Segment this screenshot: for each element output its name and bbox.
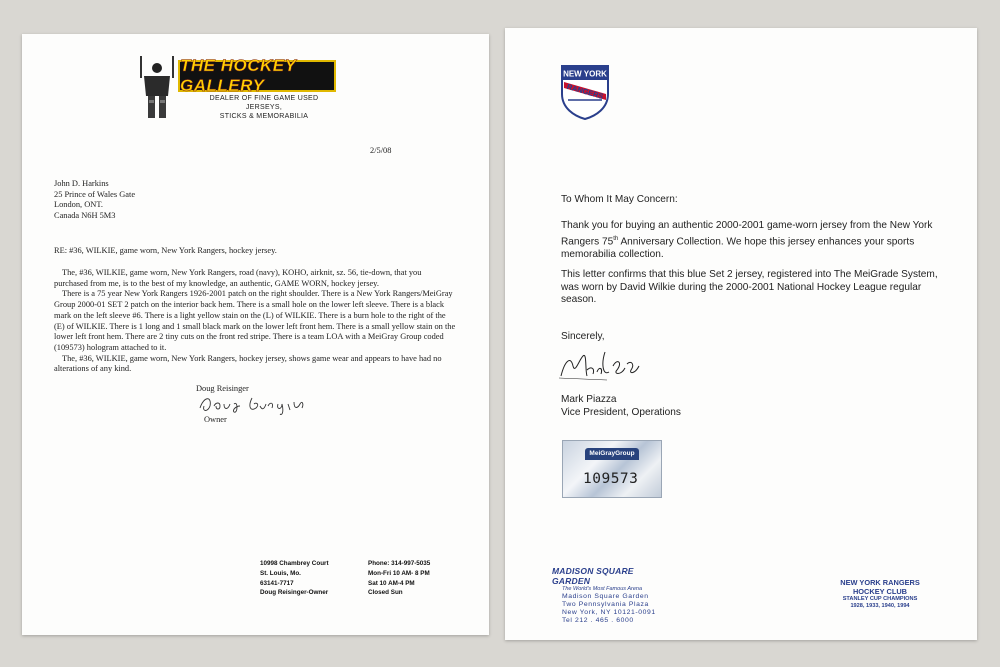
signer-title: Owner bbox=[204, 415, 227, 424]
signer-block bbox=[561, 394, 681, 419]
footer-address: 10998 Chambrey Court St. Louis, Mo. 63141-7717 Doug Reisinger-Owner bbox=[260, 560, 329, 597]
signer-title: Vice President, Operations bbox=[561, 406, 681, 418]
closing: Sincerely, bbox=[561, 331, 605, 342]
signer-name: Mark Piazza bbox=[561, 394, 617, 405]
letter-body bbox=[54, 268, 456, 375]
hockey-gallery-tagline: DEALER OF FINE GAME USED JERSEYS, STICKS & MEMORABILIA bbox=[209, 95, 319, 120]
body-paragraph: The, #36, WILKIE, game worn, New York Rangers, road (navy), KOHO, airknit, sz. 56, tie-down, that you purchased from me, is to the best of my knowledge, an authentic, GAME WORN, hockey jersey. bbox=[54, 268, 422, 288]
rangers-letter bbox=[505, 28, 977, 640]
signer-name: Doug Reisinger bbox=[196, 384, 249, 393]
rangers-hockey-club-block: NEW YORK RANGERS HOCKEY CLUB STANLEY CUP CHAMPIONS 1928, 1933, 1940, 1994 bbox=[840, 578, 920, 609]
footer-contact: Phone: 314-997-5035 Mon-Fri 10 AM- 8 PM Sat 10 AM-4 PM Closed Sun bbox=[368, 560, 431, 597]
meigray-hologram bbox=[562, 440, 662, 498]
hologram-brand: MeiGrayGroup bbox=[585, 448, 639, 460]
signature-mark-piazza bbox=[557, 346, 647, 386]
logo-text-rangers: RANGERS bbox=[565, 82, 605, 102]
body-paragraph: The, #36, WILKIE, game worn, New York Rangers, hockey jersey, shows game wear and appears to have had no alterations of any kind. bbox=[54, 353, 442, 374]
letter-date: 2/5/08 bbox=[370, 146, 392, 155]
logo-text-new-york: NEW YORK bbox=[563, 69, 607, 79]
re-line: RE: #36, WILKIE, game worn, New York Rangers, hockey jersey. bbox=[54, 246, 277, 255]
paragraph-thank-you: Thank you for buying an authentic 2000-2001 game-worn jersey from the New York Rangers 75th Anniversary Collection. We hope this jersey enhances your sports memorabilia collection. bbox=[561, 220, 933, 260]
rangers-shield-logo bbox=[560, 64, 610, 120]
msg-tagline: The World's Most Famous Arena bbox=[562, 586, 643, 592]
salutation: To Whom It May Concern: bbox=[561, 194, 678, 205]
hologram-number: 109573 bbox=[583, 471, 639, 487]
signature-doug bbox=[198, 392, 348, 416]
hockey-gallery-letter bbox=[22, 34, 489, 635]
madison-square-garden-block: MADISON SQUARE GARDEN The World's Most Famous Arena Madison Square Garden Two Pennsylvania Plaza New York, NY 10121-0091 Tel 212 . 465 . 6000 bbox=[552, 566, 662, 625]
recipient-address: John D. Harkins 25 Prince of Wales Gate London, ONT. Canada N6H 5M3 bbox=[54, 179, 136, 221]
body-paragraph: There is a 75 year New York Rangers 1926-2001 patch on the right shoulder. There is a New York Rangers/MeiGray Group 2000-01 SET 2 patch on the interior back hem. There is a small hole on the lower left sleeve. There is a black mark on the left sleeve #6. There is a light yellow stain on the (L) of WILKIE. There is a burn hole to the right of the (E) of WILKIE. There is 1 long and 1 small black mark on the lower left front hem. There is a small yellow stain on the lower left front hem. There are 2 tiny cuts on the front red stripe. There is a team LOA with a MeiGray Group coded (109573) hologram attached to it. bbox=[54, 289, 456, 352]
hockey-gallery-logo bbox=[138, 56, 338, 126]
msg-name: MADISON SQUARE GARDEN bbox=[552, 566, 634, 586]
goalie-figure-icon bbox=[138, 56, 176, 122]
paragraph-confirmation: This letter confirms that this blue Set 2 jersey, registered into The MeiGrade System, was worn by David Wilkie during the 2000-2001 National Hockey League regular season. bbox=[561, 269, 938, 306]
hockey-gallery-banner bbox=[178, 56, 336, 95]
hockey-gallery-name: THE HOCKEY GALLERY bbox=[180, 56, 297, 95]
